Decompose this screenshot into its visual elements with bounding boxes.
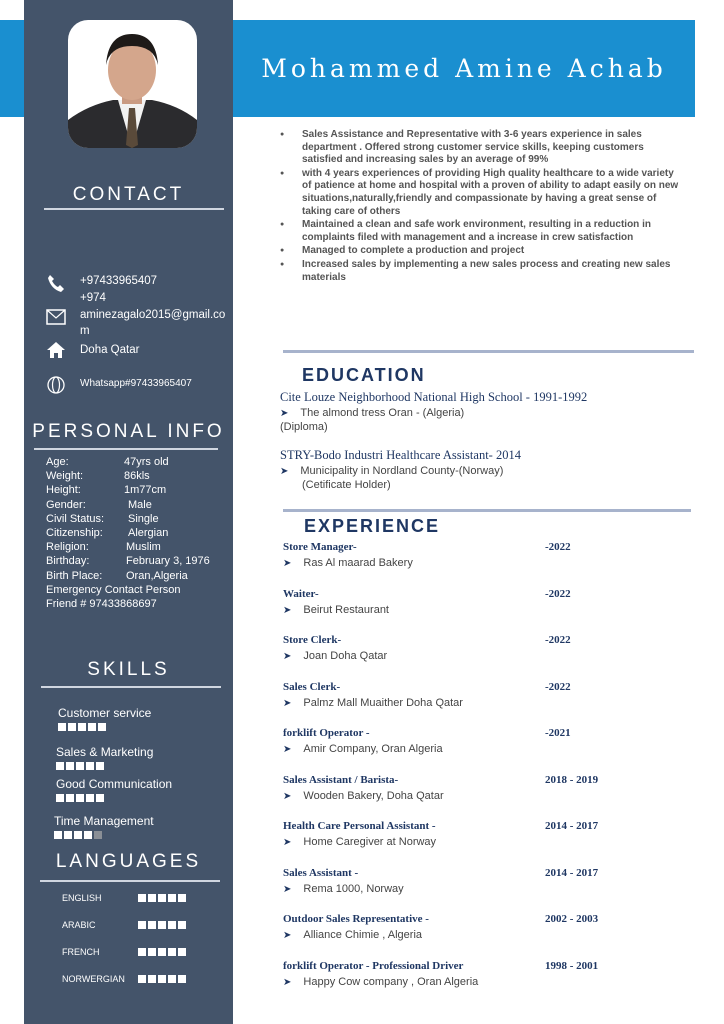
home-icon	[46, 341, 66, 361]
skill-item	[56, 777, 172, 802]
rating-box	[86, 794, 94, 802]
language-label: ENGLISH	[62, 893, 102, 903]
skill-rating	[56, 762, 153, 770]
job-date: -2022	[545, 634, 571, 646]
job-title: Health Care Personal Assistant -	[283, 820, 436, 832]
job-place: Amir Company, Oran Algeria	[303, 743, 443, 755]
divider	[283, 350, 694, 353]
education-note: (Diploma)	[280, 421, 328, 433]
rating-box	[58, 723, 66, 731]
arrow-icon: ➤	[283, 837, 292, 848]
arrow-icon: ➤	[283, 744, 292, 755]
experience-entry	[283, 681, 603, 709]
job-place: Home Caregiver at Norway	[303, 836, 437, 848]
header-banner	[233, 20, 695, 117]
contact-phone-2: +974	[80, 292, 106, 304]
arrow-icon: ➤	[283, 883, 292, 895]
job-place: Alliance Chimie , Algeria	[303, 929, 423, 941]
job-title: forklift Operator -	[283, 727, 370, 739]
job-date: 2018 - 2019	[545, 773, 599, 786]
rating-box	[68, 723, 76, 731]
education-entry	[280, 448, 690, 491]
rating-box	[78, 723, 86, 731]
rating-box	[148, 894, 156, 902]
phone-icon	[46, 273, 66, 293]
language-rating	[138, 894, 186, 902]
personal-info-list	[46, 455, 210, 611]
arrow-icon: ➤	[283, 697, 292, 709]
skill-label: Customer service	[58, 706, 152, 720]
job-date: 1998 - 2001	[545, 959, 599, 972]
emergency-number: Friend # 97433868697	[46, 598, 157, 611]
skill-item	[54, 814, 154, 839]
experience-entry	[283, 541, 603, 569]
job-title: Waiter-	[283, 587, 319, 600]
skill-rating	[56, 794, 172, 802]
rating-box	[158, 921, 166, 929]
contact-address: Doha Qatar	[80, 344, 140, 356]
education-detail: Municipality in Nordland County-(Norway)	[300, 465, 504, 477]
summary-list	[280, 129, 680, 285]
skill-rating	[54, 831, 154, 839]
job-place: Joan Doha Qatar	[303, 650, 388, 662]
education-heading: EDUCATION	[302, 365, 426, 385]
skills-heading: SKILLS	[87, 659, 170, 680]
rating-box	[148, 948, 156, 956]
language-rating	[138, 921, 186, 929]
rating-box	[148, 975, 156, 983]
job-title: Sales Assistant -	[283, 866, 359, 879]
rating-box	[96, 762, 104, 770]
rating-box	[96, 794, 104, 802]
experience-entry	[283, 960, 603, 988]
languages-heading: LANGUAGES	[55, 851, 202, 872]
experience-entry	[283, 588, 603, 616]
job-date: -2022	[545, 680, 571, 693]
experience-entry	[283, 634, 603, 662]
contact-heading: CONTACT	[72, 184, 185, 205]
education-detail: The almond tress Oran - (Algeria)	[300, 407, 465, 419]
rating-box	[138, 975, 146, 983]
experience-entry	[283, 774, 603, 802]
language-label: ARABIC	[62, 920, 96, 930]
rating-box	[54, 831, 62, 839]
job-date: -2021	[545, 727, 571, 739]
info-row: Gender: Male	[46, 498, 152, 511]
experience-entry	[283, 727, 603, 755]
job-place: Ras Al maarad Bakery	[303, 557, 413, 569]
education-note: (Cetificate Holder)	[302, 479, 391, 491]
contact-email: aminezagalo2015@gmail.com	[80, 309, 226, 337]
rating-box	[158, 948, 166, 956]
job-title: Store Clerk-	[283, 634, 342, 646]
rating-box	[138, 921, 146, 929]
contact-whatsapp: Whatsapp#97433965407	[80, 378, 192, 389]
job-place: Beirut Restaurant	[303, 603, 389, 616]
job-date: 2014 - 2017	[545, 820, 599, 832]
rating-box	[178, 948, 186, 956]
arrow-icon: ➤	[283, 604, 292, 616]
arrow-icon: ➤	[280, 466, 289, 477]
experience-entry	[283, 913, 603, 941]
rating-box	[84, 831, 92, 839]
arrow-icon: ➤	[283, 790, 292, 802]
summary-item: ● Maintained a clean and safe work environment, resulting in a reduction in complaints filed with management and a increase in crew satisfaction	[280, 219, 680, 244]
job-title: Outdoor Sales Representative -	[283, 913, 429, 925]
job-date: -2022	[545, 541, 571, 553]
rating-box	[168, 894, 176, 902]
job-date: -2022	[545, 587, 571, 600]
header-band-left	[0, 20, 24, 117]
education-entry	[280, 390, 690, 433]
job-place: Rema 1000, Norway	[303, 882, 404, 895]
info-row: Religion: Muslim	[46, 541, 161, 554]
rating-box	[168, 948, 176, 956]
job-date: 2002 - 2003	[545, 913, 599, 925]
arrow-icon: ➤	[283, 651, 292, 662]
experience-entry	[283, 867, 603, 895]
experience-heading: EXPERIENCE	[304, 516, 441, 536]
rating-box	[138, 894, 146, 902]
language-item	[62, 974, 186, 984]
arrow-icon: ➤	[283, 930, 292, 941]
divider	[34, 448, 218, 450]
language-rating	[138, 948, 186, 956]
rating-box	[66, 762, 74, 770]
summary-item: ● with 4 years experiences of providing High quality healthcare to a wide variety of patience at home and hospital with a proven of ability to adapt easily on new situations,naturally,friendly and compassionate by having a great sense of taking care of others	[280, 168, 680, 218]
skill-label: Time Management	[54, 814, 154, 828]
rating-box	[94, 831, 102, 839]
info-row: Age: 47yrs old	[46, 456, 169, 468]
job-title: Sales Assistant / Barista-	[283, 773, 399, 786]
skill-label: Sales & Marketing	[56, 745, 154, 759]
rating-box	[86, 762, 94, 770]
experience-entry	[283, 820, 603, 848]
info-row: Height: 1m77cm	[46, 484, 167, 497]
job-place: Palmz Mall Muaither Doha Qatar	[303, 696, 463, 709]
job-place: Wooden Bakery, Doha Qatar	[303, 789, 444, 802]
language-label: NORWERGIAN	[62, 974, 125, 984]
language-item	[62, 893, 186, 903]
skill-item	[58, 706, 151, 731]
globe-icon	[46, 375, 66, 395]
rating-box	[178, 894, 186, 902]
summary-item: ● Managed to complete a production and project	[280, 245, 680, 258]
rating-box	[64, 831, 72, 839]
rating-box	[88, 723, 96, 731]
rating-box	[168, 921, 176, 929]
rating-box	[158, 894, 166, 902]
arrow-icon: ➤	[280, 408, 289, 419]
summary-item: ● Increased sales by implementing a new sales process and creating new sales materials	[280, 259, 680, 284]
job-place: Happy Cow company , Oran Algeria	[303, 975, 479, 988]
candidate-name: Mohammed Amine Achab	[261, 54, 667, 83]
rating-box	[56, 794, 64, 802]
job-title: Sales Clerk-	[283, 680, 341, 693]
emergency-contact: Emergency Contact Person	[46, 583, 181, 596]
rating-box	[148, 921, 156, 929]
info-row: Birthday: February 3, 1976	[46, 555, 210, 568]
info-row: Civil Status: Single	[46, 512, 159, 525]
rating-box	[56, 762, 64, 770]
sidebar	[24, 0, 233, 1024]
rating-box	[138, 948, 146, 956]
language-item	[62, 920, 186, 930]
skill-item	[56, 745, 153, 770]
summary-item: ● Sales Assistance and Representative with 3-6 years experience in sales department . Offered strong customer service skills, keeping customers satisfied and increasing sales by an average of 99%	[280, 129, 680, 167]
skill-rating	[58, 723, 151, 731]
job-title: Store Manager-	[283, 541, 357, 553]
language-item	[62, 947, 186, 957]
rating-box	[158, 975, 166, 983]
rating-box	[178, 975, 186, 983]
info-row: Weight: 86kls	[46, 470, 150, 483]
profile-photo	[68, 20, 197, 148]
rating-box	[98, 723, 106, 731]
rating-box	[168, 975, 176, 983]
arrow-icon: ➤	[283, 976, 292, 988]
education-title: Cite Louze Neighborhood National High School - 1991-1992	[280, 390, 588, 404]
rating-box	[76, 794, 84, 802]
language-rating	[138, 975, 186, 983]
mail-icon	[46, 309, 66, 329]
contact-phone: +97433965407	[80, 275, 158, 287]
rating-box	[74, 831, 82, 839]
rating-box	[178, 921, 186, 929]
divider	[44, 208, 224, 210]
personal-info-heading: PERSONAL INFO	[32, 421, 225, 442]
divider	[40, 880, 220, 882]
language-label: FRENCH	[62, 947, 100, 957]
job-date: 2014 - 2017	[545, 866, 599, 879]
rating-box	[76, 762, 84, 770]
divider	[41, 686, 221, 688]
job-title: forklift Operator - Professional Driver	[283, 959, 464, 972]
skill-label: Good Communication	[56, 777, 173, 791]
info-row: Birth Place: Oran,Algeria	[46, 569, 188, 582]
divider	[283, 509, 691, 512]
rating-box	[66, 794, 74, 802]
education-title: STRY-Bodo Industri Healthcare Assistant- 2014	[280, 448, 521, 462]
arrow-icon: ➤	[283, 558, 292, 569]
info-row: Citizenship: Alergian	[46, 527, 169, 540]
